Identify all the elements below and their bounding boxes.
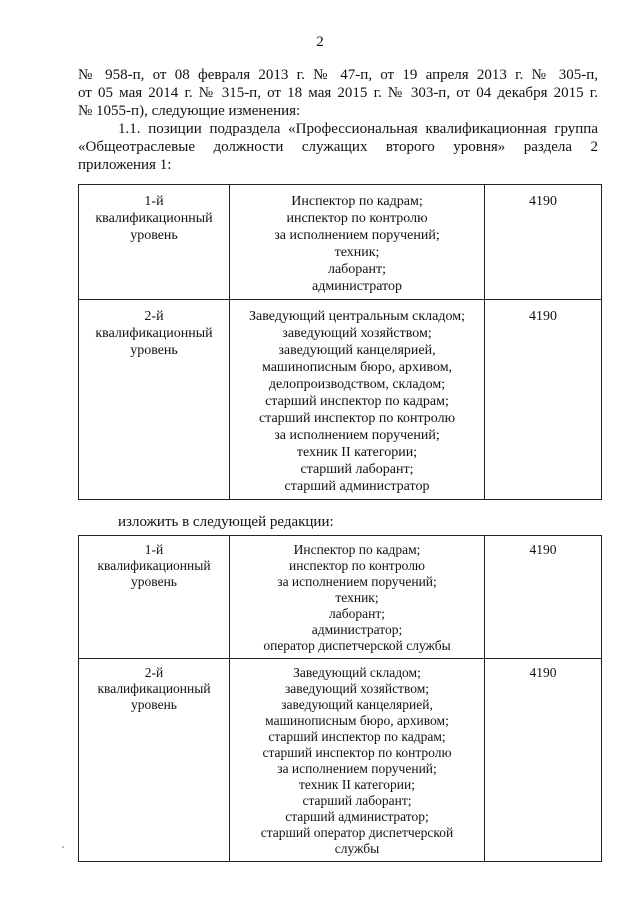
para2-line-3: приложения 1: [78,157,172,173]
positions-line: службы [334,841,380,856]
positions-line: техник; [335,590,379,605]
positions-line: старший инспектор по контролю [258,411,456,426]
positions-line: инспектор по контролю [286,211,428,226]
positions-line: старший оператор диспетчерской [260,825,454,840]
level-line: уровень [131,697,177,712]
level-line: уровень [130,228,178,243]
positions-line: делопроизводством, складом; [268,377,446,392]
salary-value: 4190 [529,542,557,557]
positions-line: заведующий хозяйством; [284,681,430,696]
positions-line: техник; [334,245,380,260]
positions-line: машинописным бюро, архивом, [261,360,453,375]
positions-line: лаборант; [329,606,385,621]
positions-line: заведующий канцелярией, [278,343,436,358]
level-line: уровень [130,343,178,358]
para2-line-2: «Общеотраслевые должности служащих второго уровня» раздела 2 [78,139,598,155]
positions-line: старший лаборант; [302,793,412,808]
positions-line: за исполнением поручений; [274,228,440,243]
positions-line: Заведующий складом; [293,665,421,680]
salary-cell [485,659,602,862]
positions-line: администратор [312,279,402,294]
level-line: уровень [131,574,177,589]
level-cell [79,185,230,300]
table-before-body [79,185,602,500]
level-line: квалификационный [95,211,213,226]
table-row [79,185,602,300]
positions-cell [230,536,485,659]
positions-line: за исполнением поручений; [274,428,440,443]
positions-line: инспектор по контролю [288,558,426,573]
level-line: квалификационный [97,681,211,696]
positions-line: старший лаборант; [300,462,414,477]
intro-line-3: № 1055-п), следующие изменения: [78,103,301,119]
table-row [79,300,602,500]
salary-cell [485,300,602,500]
positions-line: за исполнением поручений; [277,574,437,589]
positions-line: техник II категории; [296,445,418,460]
level-cell [79,536,230,659]
positions-line: старший инспектор по кадрам; [268,729,446,744]
para2-line-1: 1.1. позиции подраздела «Профессиональная квалификационная группа [118,121,598,137]
positions-line: администратор; [311,622,403,637]
positions-line: оператор диспетчерской службы [263,638,451,653]
table-row [79,536,602,659]
table-after-body [79,536,602,862]
table-before [78,184,602,500]
table-after [78,535,602,862]
level-line: 2-й [144,665,164,680]
positions-cell [230,659,485,862]
positions-line: за исполнением поручений; [277,761,437,776]
positions-line: заведующий канцелярией, [281,697,433,712]
positions-line: Инспектор по кадрам; [293,542,421,557]
salary-cell [485,185,602,300]
salary-cell [485,536,602,659]
level-line: квалификационный [97,558,211,573]
salary-value: 4190 [529,665,557,680]
positions-line: старший инспектор по кадрам; [265,394,449,409]
salary-value: 4190 [529,194,557,209]
follow-text: изложить в следующей редакции: [118,514,334,530]
intro-text [78,66,598,174]
level-line: 1-й [144,194,164,209]
positions-cell [230,185,485,300]
positions-line: старший администратор; [285,809,429,824]
level-line: 2-й [144,309,164,324]
level-line: 1-й [144,542,164,557]
table-row [79,659,602,862]
scan-speck [62,846,64,848]
positions-line: Инспектор по кадрам; [291,194,423,209]
positions-line: старший инспектор по контролю [262,745,452,760]
positions-line: старший администратор [284,479,430,494]
page-number: 2 [316,34,324,50]
positions-line: Заведующий центральным складом; [249,309,465,324]
positions-cell [230,300,485,500]
level-cell [79,659,230,862]
level-cell [79,300,230,500]
positions-line: заведующий хозяйством; [282,326,432,341]
salary-value: 4190 [529,309,557,324]
intro-line-2: от 05 мая 2014 г. № 315-п, от 18 мая 2015 г. № 303-п, от 04 декабря 2015 г. [78,85,598,101]
positions-line: машинописным бюро, архивом; [265,713,449,728]
positions-line: лаборант; [327,262,387,277]
positions-line: техник II категории; [298,777,415,792]
level-line: квалификационный [95,326,213,341]
intro-line-1: № 958-п, от 08 февраля 2013 г. № 47-п, от 19 апреля 2013 г. № 305-п, [78,67,598,83]
